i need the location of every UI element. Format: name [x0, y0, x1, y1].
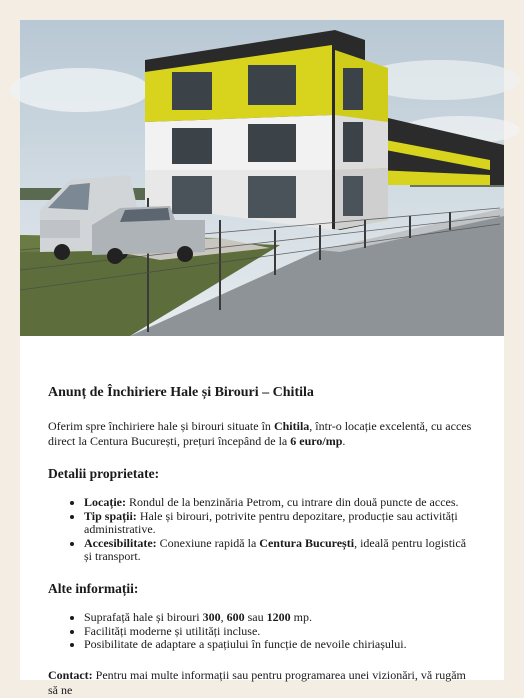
list-item: • Suprafață hale și birouri 300, 600 sau 1200 mp.	[84, 611, 476, 625]
contact-paragraph: Contact: Pentru mai multe informații sau pentru programarea unei vizionări, vă rugăm să ne	[48, 667, 466, 697]
list-item: • Posibilitate de adaptare a spațiului în funcție de nevoile chiriașului.	[84, 638, 476, 652]
building-render-image	[20, 20, 504, 336]
intro-paragraph: Oferim spre închiriere hale și birouri situate în Chitila, într-o locație excelentă, cu acces direct la Centura București, prețuri începând de la 6 euro/mp.	[48, 419, 472, 448]
listing-text	[20, 384, 504, 698]
list-item: • Accesibilitate: Conexiune rapidă la Centura București, ideală pentru logistică și transport.	[84, 537, 476, 564]
listing-card	[20, 20, 504, 697]
other-info-heading: Alte informații:	[48, 580, 139, 596]
page-title: Anunț de Închiriere Hale și Birouri – Chitila	[48, 385, 314, 400]
list-item: • Facilități moderne și utilități incluse.	[84, 625, 476, 639]
list-item: • Locație: Rondul de la benzinăria Petrom, cu intrare din două puncte de acces.	[84, 496, 476, 510]
details-heading: Detalii proprietate:	[48, 466, 160, 481]
details-list	[48, 496, 476, 564]
list-item: • Tip spații: Hale și birouri, potrivite pentru depozitare, producție sau activități administrative.	[84, 510, 476, 537]
other-info-list	[48, 611, 476, 652]
